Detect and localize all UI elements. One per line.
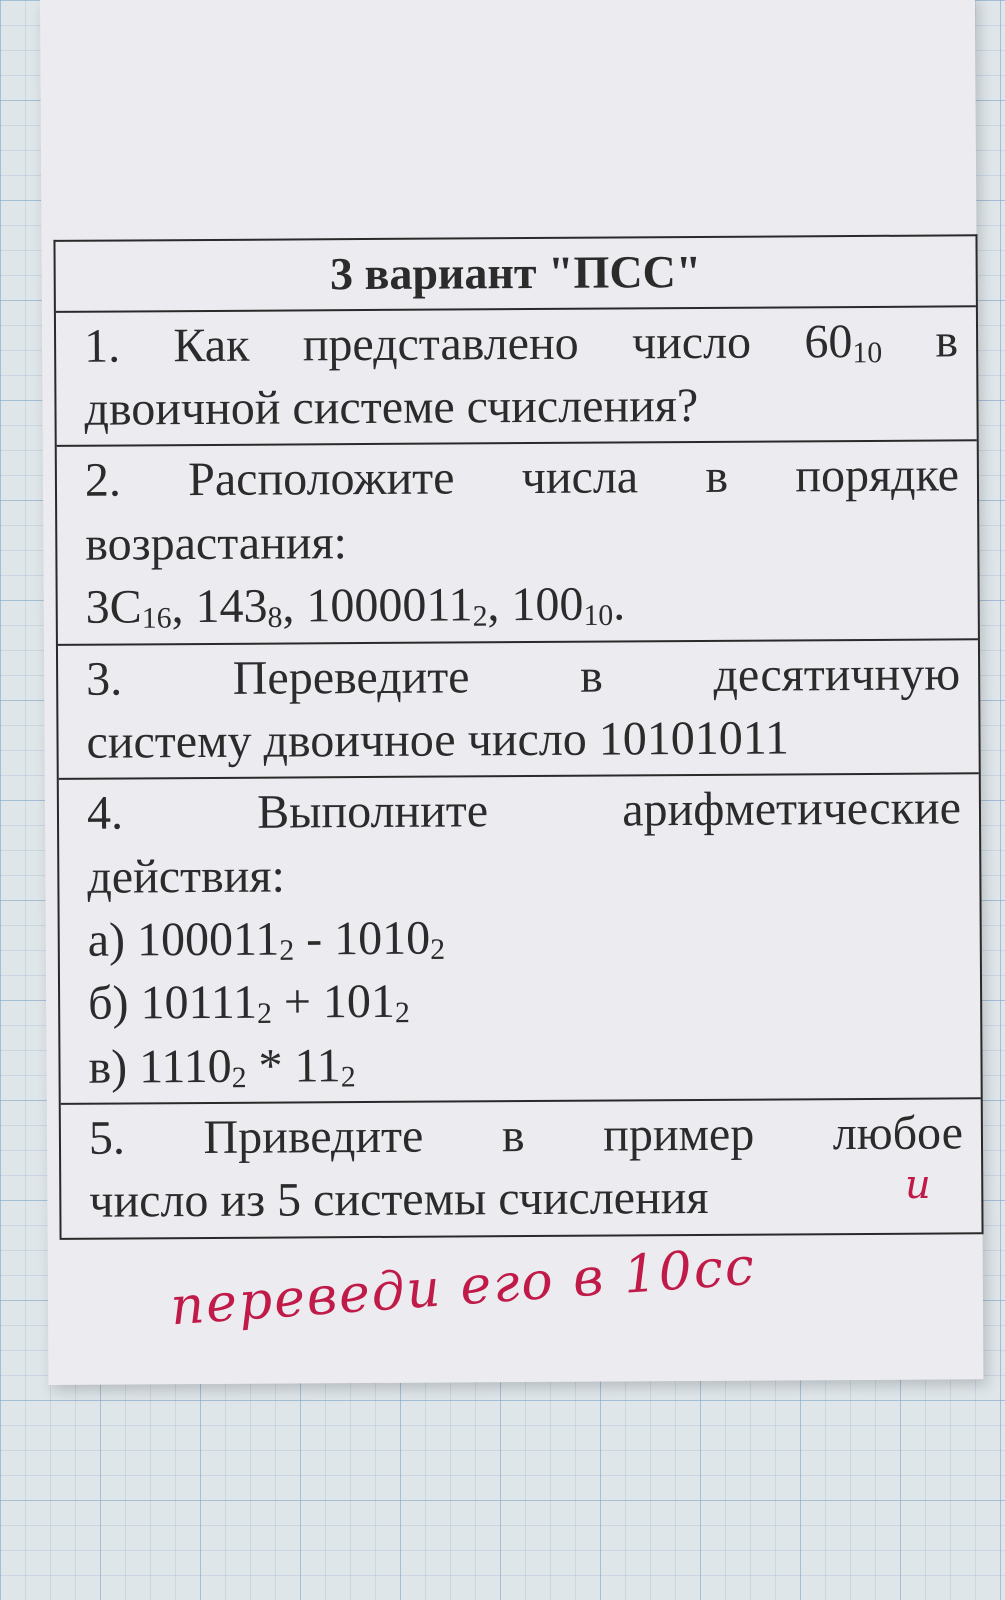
question-1 (56, 307, 977, 447)
handwritten-note (160, 1162, 980, 1362)
handwritten-note-part-2: переведи его в 10сс (168, 1236, 758, 1338)
q2-line-1: 2. Расположите числа в порядке (84, 448, 960, 508)
handwritten-note-part-1: и (905, 1162, 931, 1208)
worksheet-title (55, 236, 975, 312)
task-table (53, 234, 983, 1239)
q2-line-2: возрастания: (85, 515, 348, 571)
question-2 (57, 442, 978, 646)
q1-line-1: 1. Как представлено число $60_{10}$ в (83, 314, 959, 373)
q4-item-c: в) $1110_2 * 11_2$ (88, 1038, 356, 1094)
question-4 (59, 775, 981, 1105)
q4-line-2: действия: (87, 849, 285, 904)
q4-item-b: б) $10111_2 + 101_2$ (87, 975, 410, 1031)
q1-line-2: двоичной системе счисления? (84, 379, 699, 436)
q2-numbers: $3C_{16}$, $143_8$, $1000011_2$, $100_{10}$. (85, 577, 626, 635)
q3-line-2: систему двоичное число 10101011 (86, 711, 790, 769)
q4-item-a: а) $100011_2 - 1010_2$ (87, 911, 446, 967)
title-text: 3 вариант "ПСС" (329, 245, 702, 300)
q5-line-2: число из 5 системы счисления (89, 1171, 709, 1229)
q5-line-1: 5. Приведите в пример любое (88, 1106, 964, 1165)
q4-line-1: 4. Выполните арифметические (86, 781, 962, 840)
q3-line-1: 3. Переведите в десятичную (85, 646, 961, 706)
question-3 (58, 640, 979, 780)
